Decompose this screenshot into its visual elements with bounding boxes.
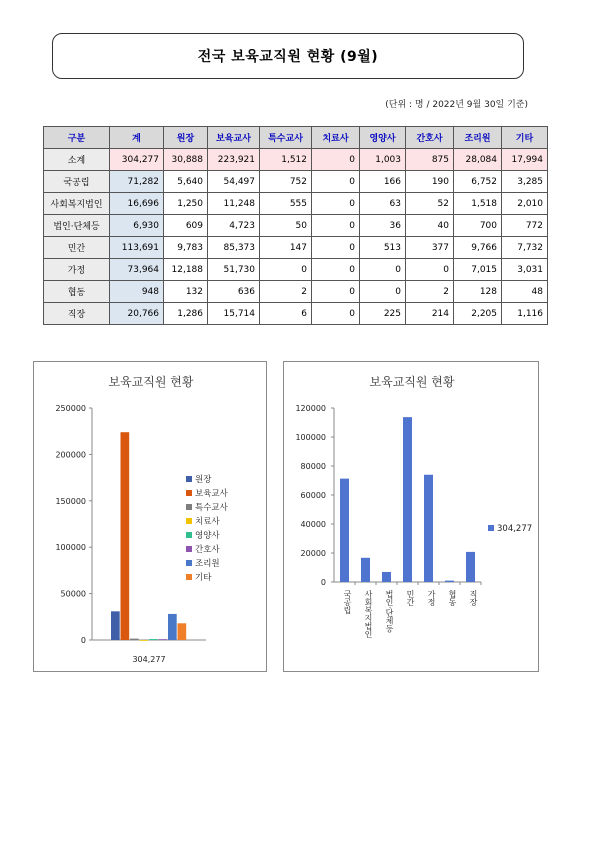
table-cell: 225 [360, 303, 406, 325]
document-title: 전국 보육교직원 현황 (9월) [197, 49, 379, 65]
table-row [44, 193, 548, 215]
table-cell: 1,116 [502, 303, 548, 325]
table-cell: 190 [406, 171, 454, 193]
table-cell: 0 [312, 259, 360, 281]
legend-label: 영양사 [195, 531, 220, 541]
bar [424, 475, 433, 582]
row-label: 가정 [44, 259, 110, 281]
y-tick-label: 0 [320, 578, 326, 587]
y-tick-label: 0 [80, 636, 86, 645]
table-row [44, 281, 548, 303]
table-cell: 1,518 [454, 193, 502, 215]
legend-label: 특수교사 [195, 503, 228, 513]
y-tick-label: 100000 [295, 433, 326, 442]
legend-swatch [186, 560, 192, 566]
bar [382, 572, 391, 582]
column-header: 특수교사 [260, 127, 312, 149]
table-cell: 1,286 [164, 303, 208, 325]
y-tick-label: 250000 [55, 404, 86, 413]
chart-by-job-svg [34, 362, 268, 673]
y-tick-label: 40000 [300, 520, 326, 529]
bar [403, 417, 412, 582]
table-cell: 1,003 [360, 149, 406, 171]
row-label: 협동 [44, 281, 110, 303]
y-tick-label: 20000 [300, 549, 326, 558]
table-cell: 113,691 [110, 237, 164, 259]
legend-swatch [186, 574, 192, 580]
table-cell: 0 [312, 171, 360, 193]
table-cell: 17,994 [502, 149, 548, 171]
column-header: 원장 [164, 127, 208, 149]
legend-swatch [186, 532, 192, 538]
bar [361, 558, 370, 582]
table-row [44, 259, 548, 281]
bar [149, 639, 158, 640]
column-header: 조리원 [454, 127, 502, 149]
x-tick-label: 법인·단체등 [385, 590, 394, 633]
bar [178, 623, 187, 640]
table-cell: 28,084 [454, 149, 502, 171]
column-header: 구분 [44, 127, 110, 149]
unit-note: (단위 : 명 / 2022년 9월 30일 기준) [385, 100, 528, 110]
row-label: 소계 [44, 149, 110, 171]
table-cell: 0 [360, 259, 406, 281]
chart-by-type [283, 361, 539, 672]
table-row [44, 303, 548, 325]
table-cell: 6,752 [454, 171, 502, 193]
table-cell: 4,723 [208, 215, 260, 237]
table-cell: 377 [406, 237, 454, 259]
y-tick-label: 150000 [55, 496, 86, 506]
row-label: 사회복지법인 [44, 193, 110, 215]
staff-table [43, 126, 548, 325]
table-cell: 555 [260, 193, 312, 215]
table-cell: 0 [312, 303, 360, 325]
legend-label: 보육교사 [195, 489, 228, 499]
table-cell: 0 [260, 259, 312, 281]
y-tick-label: 50000 [60, 589, 86, 599]
table-cell: 0 [312, 237, 360, 259]
table-cell: 948 [110, 281, 164, 303]
x-tick-label: 사회복지법인 [364, 590, 373, 638]
legend-swatch [186, 490, 192, 496]
chart-title: 보육교직원 현황 [108, 375, 194, 389]
table-cell: 772 [502, 215, 548, 237]
bar [140, 640, 149, 641]
table-cell: 63 [360, 193, 406, 215]
column-header: 치료사 [312, 127, 360, 149]
legend-label: 원장 [195, 475, 212, 485]
legend-label: 304,277 [497, 524, 533, 534]
chart-by-type-svg [284, 362, 540, 673]
column-header: 기타 [502, 127, 548, 149]
table-cell: 15,714 [208, 303, 260, 325]
table-cell: 223,921 [208, 149, 260, 171]
table-cell: 0 [406, 259, 454, 281]
table-cell: 1,250 [164, 193, 208, 215]
legend-label: 치료사 [195, 517, 220, 527]
table-cell: 636 [208, 281, 260, 303]
table-cell: 12,188 [164, 259, 208, 281]
bar [445, 581, 454, 582]
x-tick-label: 직장 [469, 590, 478, 606]
table-cell: 71,282 [110, 171, 164, 193]
y-tick-label: 120000 [295, 404, 326, 413]
table-cell: 40 [406, 215, 454, 237]
table-cell: 6 [260, 303, 312, 325]
legend-label: 조리원 [195, 559, 220, 569]
table-cell: 16,696 [110, 193, 164, 215]
table-cell: 51,730 [208, 259, 260, 281]
bar [121, 432, 130, 640]
column-header: 간호사 [406, 127, 454, 149]
row-label: 법인·단체등 [44, 215, 110, 237]
table-cell: 2 [260, 281, 312, 303]
table-cell: 513 [360, 237, 406, 259]
table-cell: 609 [164, 215, 208, 237]
chart-title: 보육교직원 현황 [369, 375, 455, 389]
bar [111, 611, 120, 640]
table-cell: 6,930 [110, 215, 164, 237]
legend-swatch [186, 476, 192, 482]
table-cell: 9,783 [164, 237, 208, 259]
legend-swatch [186, 518, 192, 524]
legend-swatch [186, 546, 192, 552]
table-cell: 52 [406, 193, 454, 215]
legend-label: 간호사 [195, 545, 220, 555]
table-cell: 304,277 [110, 149, 164, 171]
table-header-row [44, 127, 548, 149]
table-cell: 30,888 [164, 149, 208, 171]
table-row [44, 215, 548, 237]
table-cell: 73,964 [110, 259, 164, 281]
table-cell: 9,766 [454, 237, 502, 259]
table-cell: 700 [454, 215, 502, 237]
table-cell: 0 [312, 193, 360, 215]
bar [168, 614, 177, 640]
legend-swatch [488, 525, 494, 531]
x-tick-label: 협동 [448, 590, 457, 606]
row-label: 국공립 [44, 171, 110, 193]
table-cell: 752 [260, 171, 312, 193]
document-title-box [52, 33, 524, 79]
row-label: 민간 [44, 237, 110, 259]
table-cell: 11,248 [208, 193, 260, 215]
table-row [44, 171, 548, 193]
table-cell: 85,373 [208, 237, 260, 259]
y-tick-label: 100000 [55, 543, 86, 553]
table-cell: 875 [406, 149, 454, 171]
table-cell: 7,015 [454, 259, 502, 281]
table-cell: 2 [406, 281, 454, 303]
y-tick-label: 60000 [300, 491, 326, 500]
table-cell: 3,031 [502, 259, 548, 281]
table-cell: 3,285 [502, 171, 548, 193]
bar [159, 639, 168, 640]
chart-by-job [33, 361, 267, 672]
table-cell: 54,497 [208, 171, 260, 193]
table-cell: 0 [312, 281, 360, 303]
column-header: 영양사 [360, 127, 406, 149]
table-cell: 2,205 [454, 303, 502, 325]
x-tick-label: 가정 [427, 590, 436, 606]
table-cell: 20,766 [110, 303, 164, 325]
x-tick-label: 국공립 [343, 590, 352, 614]
bar [466, 552, 475, 582]
table-cell: 0 [312, 215, 360, 237]
legend-swatch [186, 504, 192, 510]
row-label: 직장 [44, 303, 110, 325]
column-header: 계 [110, 127, 164, 149]
x-tick-label: 304,277 [132, 655, 166, 664]
table-cell: 5,640 [164, 171, 208, 193]
table-cell: 132 [164, 281, 208, 303]
column-header: 보육교사 [208, 127, 260, 149]
table-cell: 1,512 [260, 149, 312, 171]
table-cell: 0 [360, 281, 406, 303]
x-tick-label: 민간 [406, 590, 415, 606]
table-cell: 166 [360, 171, 406, 193]
table-cell: 48 [502, 281, 548, 303]
table-cell: 7,732 [502, 237, 548, 259]
table-cell: 147 [260, 237, 312, 259]
table-cell: 36 [360, 215, 406, 237]
bar [340, 479, 349, 582]
legend-label: 기타 [195, 573, 212, 583]
table-row [44, 149, 548, 171]
table-cell: 0 [312, 149, 360, 171]
table-cell: 128 [454, 281, 502, 303]
table-body [44, 149, 548, 325]
bar [130, 639, 139, 640]
y-tick-label: 200000 [55, 450, 86, 460]
table-row [44, 237, 548, 259]
table-cell: 2,010 [502, 193, 548, 215]
table-cell: 50 [260, 215, 312, 237]
y-tick-label: 80000 [300, 462, 326, 471]
table-cell: 214 [406, 303, 454, 325]
